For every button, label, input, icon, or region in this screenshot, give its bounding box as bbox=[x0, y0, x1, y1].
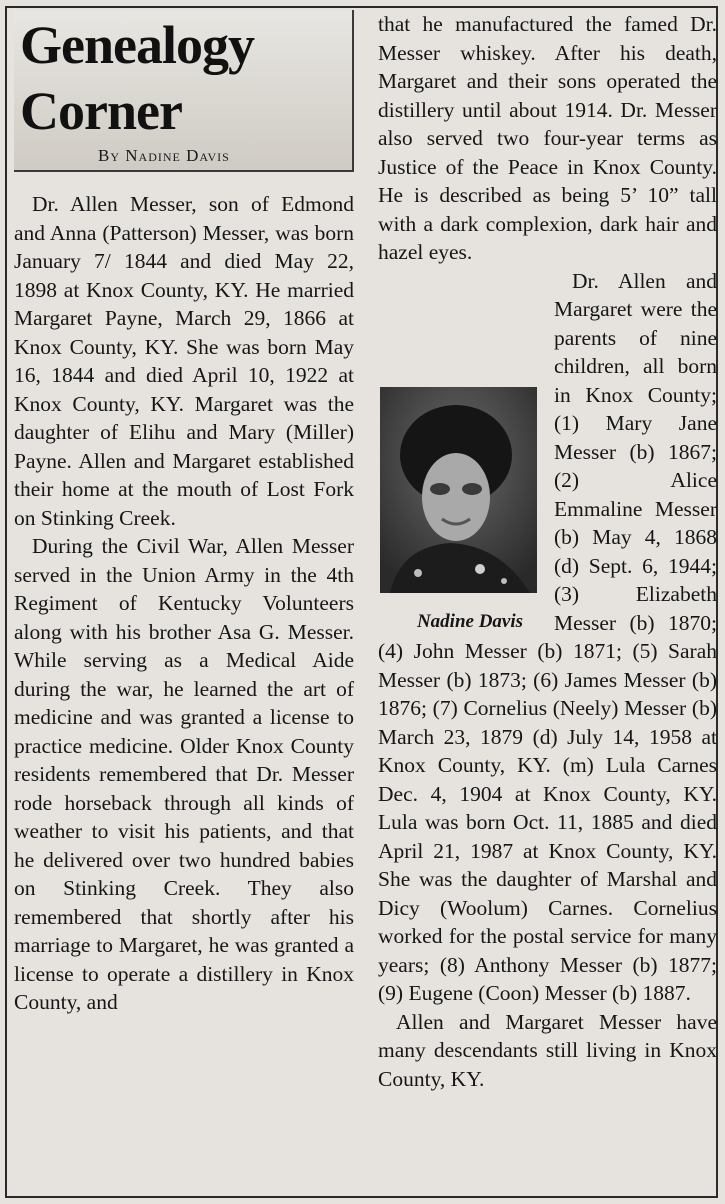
paragraph-2: During the Civil War, Allen Messer served in the Union Army in the 4th Regiment of Kentucky Volunteers along with his brother Asa G. Messer. While serving as a Medical Aide during the war, he learned the art of medicine and was granted a license to practice medicine. Older Knox County residents remembered that Dr. Messer rode horseback through all kinds of weather to visit his patients, and that he delivered over two hundred babies on Stinking Creek. They also remembered that shortly after his marriage to Margaret, he was granted a license to operate a distillery in Knox County, and bbox=[14, 534, 354, 1014]
portrait-image bbox=[380, 387, 537, 593]
paragraph-4-lead bbox=[378, 267, 717, 1008]
paragraph-3: that he manufactured the famed Dr. Messer whiskey. After his death, Margaret and their sons operated the distillery until about 1914. Dr. Messer also served two four-year terms as Justice of the Peace in Knox County. He is described as being 5’ 10” tall with a dark complexion, dark hair and hazel eyes. bbox=[378, 12, 717, 264]
paragraph-5: Allen and Margaret Messer have many descendants still living in Knox County, KY. bbox=[378, 1009, 717, 1091]
portrait-photo bbox=[380, 387, 537, 593]
left-column bbox=[14, 10, 354, 1017]
photo-caption: Nadine Davis bbox=[416, 610, 524, 632]
byline: By Nadine Davis bbox=[98, 146, 230, 165]
column-title: Genealogy Corner bbox=[20, 15, 254, 141]
photo-float-container bbox=[378, 267, 717, 1008]
paragraph-1: Dr. Allen Messer, son of Edmond and Anna (Patterson) Messer, was born January 7/ 1844 and died May 22, 1898 at Knox County, KY. He married Margaret Payne, March 29, 1866 at Knox County, KY. She was born May 16, 1844 and died April 10, 1922 at Knox County, KY. Margaret was the daughter of Elihu and Mary (Miller) Payne. Allen and Margaret established their home at the mouth of Lost Fork on Stinking Creek. bbox=[14, 192, 354, 530]
photo-block bbox=[378, 387, 544, 633]
column-masthead bbox=[14, 10, 354, 172]
article-body-right bbox=[378, 10, 717, 1093]
right-column bbox=[378, 10, 717, 1093]
paragraph-4: Dr. Allen and Margaret were the parents of nine children, all born in Knox County; (1) Mary Jane Messer (b) 1867; (2) Alice Emmaline Messer (b) May 4, 1868 (d) Sept. 6, 1944; (3) Elizabeth Messer (b) 1870; (4) John Messer (b) 1871; (5) Sarah Messer (b) 1873; (6) James Messer (b) 1876; (7) Cornelius (Neely) Messer (b) March 23, 1879 (d) July 14, 1958 at Knox County, KY. (m) Lula Carnes Dec. 4, 1904 at Knox County, KY. Lula was born Oct. 11, 1885 and died April 21, 1987 at Knox County, KY. She was the daughter of Marshal and Dicy (Woolum) Carnes. Cornelius worked for the postal service for many years; (8) Anthony Messer (b) 1877; (9) Eugene (Coon) Messer (b) 1887. bbox=[378, 268, 717, 1005]
article-body-left bbox=[14, 190, 354, 1017]
